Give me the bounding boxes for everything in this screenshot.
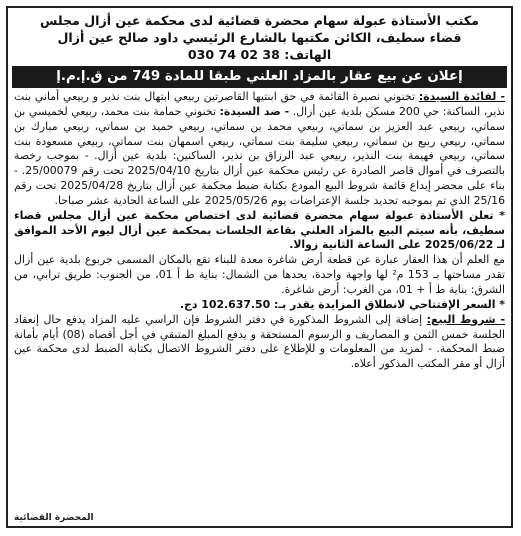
office-header-line1: مكتب الأستاذة عبولة سهام محضرة قضائية لدى محكمة عين أزال مجلس: [40, 13, 479, 28]
phone-number: 030 74 02 38: [187, 47, 280, 62]
opening-price-paragraph: * السعر الإفتتاحي لانطلاق المزايدة يقدر بـ: 102.637.50 دج.: [179, 297, 505, 311]
office-phone: [18, 46, 501, 63]
sale-conditions-paragraph: [14, 313, 505, 372]
phone-label: الهاتف:: [284, 47, 332, 62]
sale-date-paragraph: * تعلن الأستاذة عبولة سهام محضرة قضائية لدى اختصاص محكمة عين أزال مجلس قضاء سطيف، بأنه سيتم البيع بالمزاد العلني بقاعة الجلسات بمحكمة عين أزال ليوم الأحد الموافق لـ 2025/06/22 على الساعة الثانية زوالا.: [14, 208, 505, 252]
sale-conditions-label: - شروط البيع:: [426, 312, 505, 326]
sale-conditions-text: إضافة إلى الشروط المذكورة في دفتر الشروط فإن الراسي عليه المزاد يدفع حال إنعقاد الجلسة خمس الثمن و المصاريف و الرسوم المستحقة و يدفع المبلغ المتبقي في أجل أقصاه (08) أيام بأمانة ضبط المحكمة. - لمزيد من المعلومات و للإطلاع على دفتر الشروط الاتصال بكتابة الضبط لدى محكمة عين أزال أو مقر المكتب المذكور أعلاه.: [14, 312, 505, 371]
beneficiary-text: تخنوني نصيرة القائمة في حق ابنتيها القاصرتين ربيعي ابتهال بنت نذير و ربيعي أماني بنت نذير، الساكنة: حي 200 مسكن بلدية عين أزال.: [14, 90, 505, 118]
announcement-title-banner: إعلان عن بيع عقار بالمزاد العلني طبقا للمادة 749 من ق.إ.م.إ: [12, 66, 507, 88]
signature: المحضرة القضائية: [14, 513, 94, 523]
office-header-line2: قضاء سطيف، الكائن مكتبها بالشارع الرئيسي داود صالح عين أزال: [57, 30, 462, 45]
defendant-label: - ضد السيدة:: [219, 104, 290, 118]
announcement-notice: [6, 6, 513, 528]
parties-paragraph: [14, 90, 505, 209]
announcement-body: [8, 88, 511, 372]
property-description-paragraph: مع العلم أن هذا العقار عبارة عن قطعة أرض شاغرة معدة للبناء تقع بالمكان المسمى جربوع بلدية عين أزال تقدر مساحتها بـ 153 م² لها واجهة واحدة، يحدها من الشمال: بناية ط أ 01، من الجنوب: طريق ترابي، من الشرق: بناية ط أ + 01، من الغرب: أرض شاغرة.: [14, 253, 505, 296]
defendant-text: تخنوني حمامة بنت محمد، ربيعي لخميسي بن سماتي، ربيعي عبد العزيز بن سماتي، ربيعي محمد بن سماتي، ربيعي حميد بن سماتي، ربيعي مبارك بن سماتي، ربيعي ربيع بن سماتي، ربيعي سليمة بنت سماتي، ربيعي اسمهان بنت سماتي، ربيعي مسعودة بنت سماتي، ربيعي فهيمة بنت النذير، ربيعي عبد الرزاق بن نذير، الساكنين: بلدية عين أزال. - بموجب رخصة بالتصرف في أموال قاصر الصادرة عن رئيس محكمة عين أزال بتاريخ 2025/04/10 تحت رقم 25/00079. - بناء على محضر إيداع قائمة شروط البيع المودع بكتابة ضبط محكمة عين أزال بتاريخ 2025/04/28 تحت رقم 25/16 الذي تم بموجبه تحديد جلسة الإعتراضات يوم 2025/05/26 على الساعة الحادية عشر صباحا.: [14, 104, 506, 207]
beneficiary-label: - لفائدة السيدة:: [418, 90, 505, 103]
office-header: [8, 8, 511, 63]
